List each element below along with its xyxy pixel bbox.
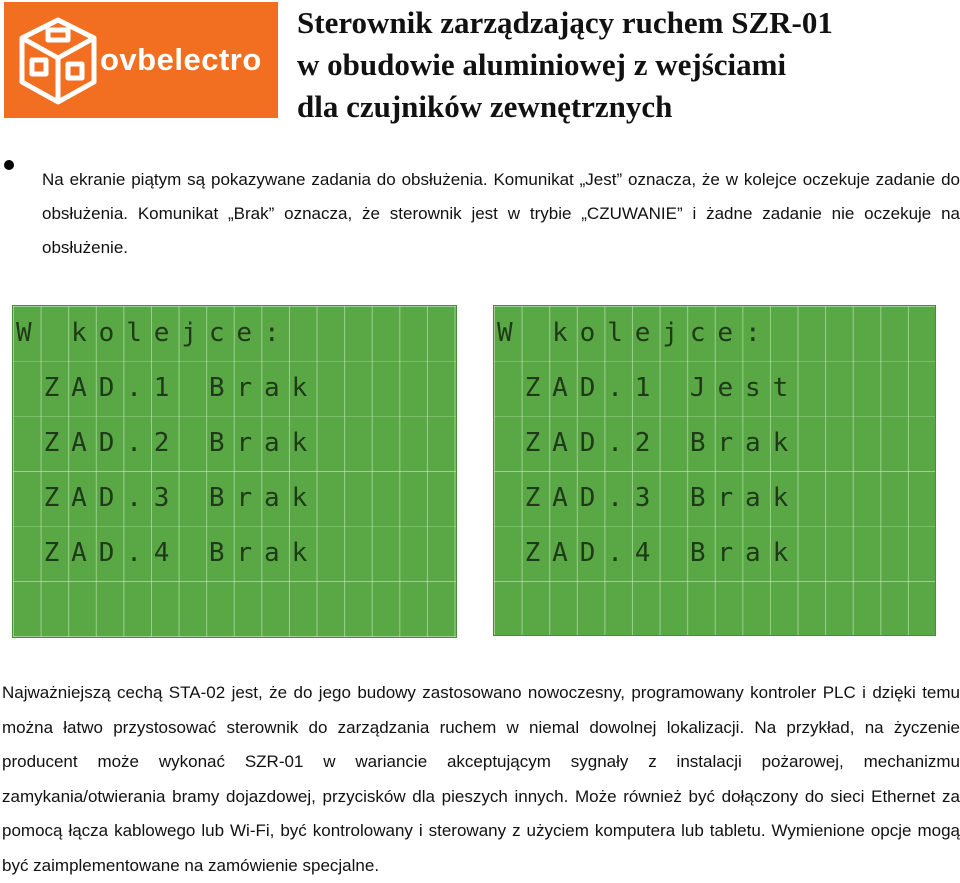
lcd-text: ZAD.4 Brak [524, 538, 801, 568]
lcd-text: ZAD.3 Brak [43, 483, 320, 513]
bullet-icon [4, 160, 14, 170]
lcd-text: ZAD.2 Brak [524, 428, 801, 458]
logo-cube-icon [18, 16, 98, 106]
title-line: dla czujników zewnętrznych [297, 89, 673, 124]
lcd-task-row [522, 526, 801, 581]
lcd-text: ZAD.3 Brak [524, 483, 801, 513]
title-line: w obudowie aluminiowej z wejściami [297, 47, 787, 82]
logo-brand-text: ovbelectro [100, 42, 262, 77]
lcd-text: ZAD.4 Brak [43, 538, 320, 568]
lcd-task-row [41, 361, 320, 416]
lcd-header-row [494, 306, 773, 361]
page-title [297, 2, 833, 128]
lcd-text: W kolejce: [16, 318, 292, 348]
lcd-text: ZAD.1 Jest [524, 373, 801, 403]
company-logo [4, 2, 278, 118]
title-line: Sterownik zarządzający ruchem SZR-01 [297, 5, 833, 40]
lcd-text: W kolejce: [497, 318, 773, 348]
lcd-task-row [522, 416, 801, 471]
lcd-task-row [41, 526, 320, 581]
lcd-task-row [41, 471, 320, 526]
lcd-screen-all-empty [12, 305, 457, 638]
bullet-paragraph: Na ekranie piątym są pokazywane zadania do obsłużenia. Komunikat „Jest” oznacza, że w kolejce oczekuje zadanie do obsłużenia. Komunikat „Brak” oznacza, że sterownik jest w trybie „CZUWANIE” i żadne zadanie nie oczekuje na obsłużenie. [42, 170, 960, 257]
lcd-header-row [13, 306, 292, 361]
lcd-task-row [522, 361, 801, 416]
lcd-text: ZAD.2 Brak [43, 428, 320, 458]
body-paragraph: Najważniejszą cechą STA-02 jest, że do jego budowy zastosowano nowoczesny, programowany kontroler PLC i dzięki temu można łatwo przystosować sterownik do zarządzania ruchem w niemal dowolnej lokalizacji. Na przykład, na życzenie producent może wykonać SZR-01 w wariancie akceptującym sygnały z instalacji pożarowej, mechanizmu zamykania/otwierania bramy dojazdowej, przycisków dla pieszych innych. Może również być dołączony do sieci Ethernet za pomocą łącza kablowego lub Wi-Fi, być kontrolowany i sterowany z użyciem komputera lub tabletu. Wymienione opcje mogą być zaimplementowane na zamówienie specjalne. [2, 683, 960, 875]
lcd-task-row [41, 416, 320, 471]
lcd-screen-task-pending [493, 305, 936, 636]
lcd-text: ZAD.1 Brak [43, 373, 320, 403]
lcd-task-row [522, 471, 801, 526]
